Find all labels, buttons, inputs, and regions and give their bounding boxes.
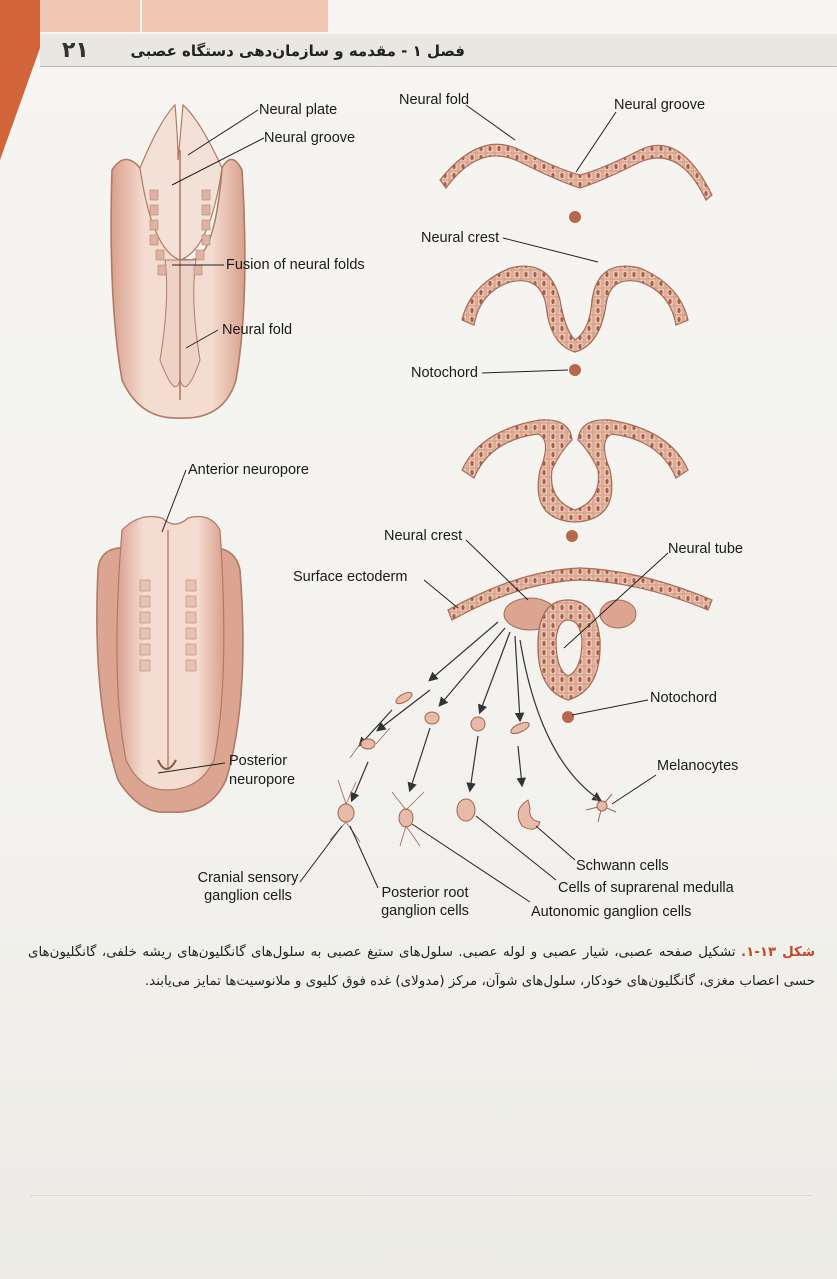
- embryo-neural-tube: [97, 517, 243, 813]
- label-suprarenal-medulla-cells: Cells of suprarenal medulla: [558, 880, 734, 896]
- neural-groove-section: [462, 266, 688, 352]
- label-fusion-of-neural-folds: Fusion of neural folds: [226, 257, 365, 273]
- neural-crest-mass: [600, 600, 636, 628]
- label-melanocytes: Melanocytes: [657, 758, 739, 774]
- label-notochord: Notochord: [411, 365, 478, 381]
- figure-number: شکل ۱۳-۱.: [741, 945, 815, 960]
- label-neural-tube: Neural tube: [668, 541, 743, 557]
- label-neural-fold-top: Neural fold: [399, 92, 470, 108]
- neural-tube-section: [538, 600, 600, 700]
- crest-cells: [338, 690, 616, 829]
- bottom-rule: [30, 1195, 812, 1196]
- notochord-dot: [566, 530, 578, 542]
- label-neural-crest: Neural crest: [421, 230, 500, 246]
- embryo-neural-plate: [111, 105, 245, 418]
- label-schwann-cells: Schwann cells: [576, 858, 669, 874]
- cell-processes: [330, 728, 424, 846]
- label-autonomic-ganglion-cells: Autonomic ganglion cells: [531, 904, 692, 920]
- label-neural-groove-top: Neural groove: [614, 97, 706, 113]
- label-posterior-neuropore: Posterior: [229, 753, 288, 769]
- migration-arrows: [352, 622, 600, 800]
- neural-tube-figure: [0, 70, 837, 930]
- figure-caption: [28, 938, 815, 996]
- label-neural-fold: Neural fold: [222, 322, 293, 338]
- label-neural-plate: Neural plate: [259, 102, 338, 118]
- neural-fold-section: [462, 420, 688, 522]
- label-posterior-neuropore-line2: neuropore: [229, 772, 296, 788]
- notochord-dot: [562, 711, 574, 723]
- header-band: [142, 0, 328, 32]
- chapter-title: فصل ۱ - مقدمه و سازمان‌دهی دستگاه عصبی: [130, 42, 465, 60]
- label-cranial-sensory-line2: ganglion cells: [204, 888, 292, 904]
- caption-text: تشکیل صفحه عصبی، شیار عصبی و لوله عصبی. سلول‌های ستیغ عصبی به سلول‌های گانگلیون‌های ریشه خلفی، گانگلیون‌های حسی اعصاب مغزی، گانگلیون‌های خودکار، سلول‌های شوآن، مرکز (مدولای) غده فوق کلیوی و ملانوسیت‌ها تمایز می‌یابند.: [28, 945, 815, 989]
- notochord-dot: [569, 211, 581, 223]
- header-band: [40, 0, 140, 32]
- label-posterior-root-line2: ganglion cells: [381, 903, 469, 919]
- label-cranial-sensory: Cranial sensory: [197, 870, 299, 886]
- label-neural-crest-2: Neural crest: [384, 528, 463, 544]
- page-number: ۲۱: [62, 38, 89, 63]
- label-anterior-neuropore: Anterior neuropore: [188, 462, 309, 478]
- notochord-dot: [569, 364, 581, 376]
- label-neural-groove: Neural groove: [264, 130, 356, 146]
- label-surface-ectoderm: Surface ectoderm: [293, 569, 408, 585]
- label-notochord-2: Notochord: [650, 690, 717, 706]
- label-posterior-root: Posterior root: [381, 885, 469, 901]
- neural-plate-section: [440, 144, 712, 200]
